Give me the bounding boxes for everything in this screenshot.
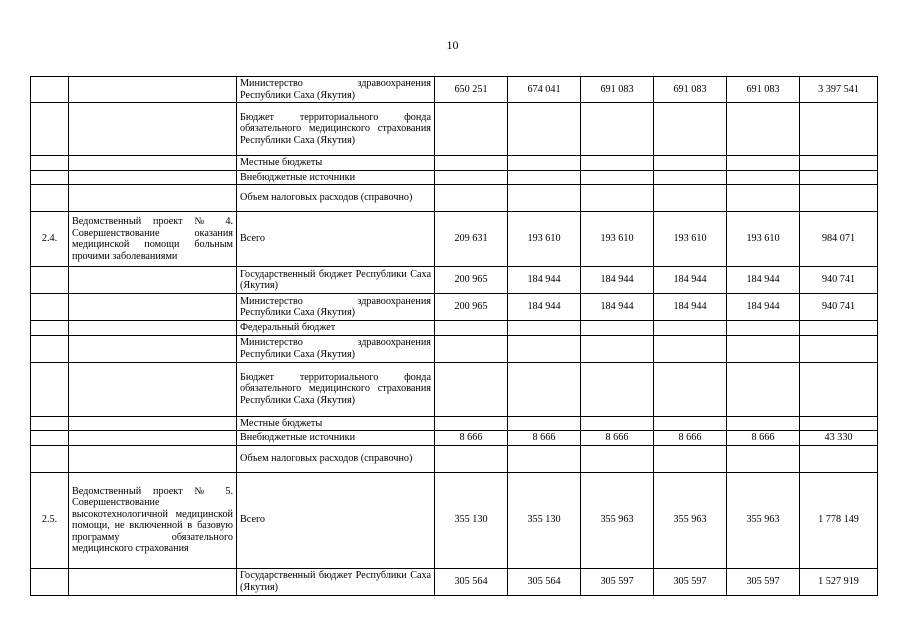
- total-cell: 1 527 919: [800, 568, 878, 595]
- project-name: [69, 321, 237, 336]
- row-number: [31, 294, 69, 321]
- total-cell: [800, 185, 878, 212]
- funding-source: Внебюджетные источники: [237, 170, 435, 185]
- budget-table: [30, 76, 878, 596]
- row-number: [31, 170, 69, 185]
- total-cell: [800, 362, 878, 416]
- year-value-cell: [727, 156, 800, 171]
- funding-source: Министерство здравоохранения Республики Саха (Якутия): [237, 294, 435, 321]
- year-value-cell: [435, 103, 508, 156]
- total-cell: [800, 156, 878, 171]
- year-value-cell: [727, 185, 800, 212]
- funding-source: Министерство здравоохранения Республики Саха (Якутия): [237, 77, 435, 103]
- year-value-cell: 305 564: [508, 568, 581, 595]
- total-cell: [800, 321, 878, 336]
- funding-source: Внебюджетные источники: [237, 431, 435, 446]
- year-value-cell: 184 944: [727, 267, 800, 294]
- year-value-cell: [508, 185, 581, 212]
- funding-source: Местные бюджеты: [237, 156, 435, 171]
- year-value-cell: 691 083: [654, 77, 727, 103]
- funding-source: Бюджет территориального фонда обязательного медицинского страхования Республики Саха (Якутия): [237, 362, 435, 416]
- year-value-cell: 355 963: [727, 472, 800, 568]
- year-value-cell: [508, 362, 581, 416]
- year-value-cell: [435, 156, 508, 171]
- project-name: [69, 431, 237, 446]
- year-value-cell: 193 610: [727, 212, 800, 267]
- total-cell: [800, 445, 878, 472]
- table-row: [31, 212, 878, 267]
- project-name: [69, 445, 237, 472]
- table-row: [31, 362, 878, 416]
- year-value-cell: 8 666: [435, 431, 508, 446]
- year-value-cell: 184 944: [654, 267, 727, 294]
- project-name: [69, 568, 237, 595]
- project-name: Ведомственный проект № 4. Совершенствование оказания медицинской помощи больным прочими заболеваниями: [69, 212, 237, 267]
- table-row: [31, 445, 878, 472]
- row-number: [31, 185, 69, 212]
- year-value-cell: 355 130: [435, 472, 508, 568]
- funding-source: Государственный бюджет Республики Саха (Якутия): [237, 267, 435, 294]
- row-number: [31, 362, 69, 416]
- year-value-cell: 8 666: [727, 431, 800, 446]
- year-value-cell: 184 944: [727, 294, 800, 321]
- year-value-cell: [581, 103, 654, 156]
- row-number: [31, 103, 69, 156]
- table-row: [31, 568, 878, 595]
- year-value-cell: [508, 321, 581, 336]
- year-value-cell: 200 965: [435, 267, 508, 294]
- project-name: [69, 416, 237, 431]
- row-number: [31, 416, 69, 431]
- year-value-cell: [654, 170, 727, 185]
- year-value-cell: [435, 362, 508, 416]
- project-name: [69, 267, 237, 294]
- funding-source: Бюджет территориального фонда обязательного медицинского страхования Республики Саха (Якутия): [237, 103, 435, 156]
- year-value-cell: 8 666: [508, 431, 581, 446]
- year-value-cell: [727, 321, 800, 336]
- year-value-cell: [727, 416, 800, 431]
- page-number: 10: [446, 38, 459, 52]
- year-value-cell: [727, 335, 800, 362]
- total-cell: [800, 416, 878, 431]
- year-value-cell: 209 631: [435, 212, 508, 267]
- year-value-cell: 8 666: [581, 431, 654, 446]
- year-value-cell: [654, 185, 727, 212]
- row-number: [31, 267, 69, 294]
- project-name: [69, 156, 237, 171]
- funding-source: Государственный бюджет Республики Саха (Якутия): [237, 568, 435, 595]
- total-cell: 43 330: [800, 431, 878, 446]
- year-value-cell: [581, 185, 654, 212]
- total-cell: 3 397 541: [800, 77, 878, 103]
- table-row: [31, 416, 878, 431]
- year-value-cell: 193 610: [654, 212, 727, 267]
- year-value-cell: [654, 103, 727, 156]
- year-value-cell: 184 944: [508, 294, 581, 321]
- table-row: [31, 267, 878, 294]
- row-number: [31, 156, 69, 171]
- table-row: [31, 431, 878, 446]
- table-row: [31, 294, 878, 321]
- row-number: [31, 445, 69, 472]
- row-number: 2.5.: [31, 472, 69, 568]
- year-value-cell: 184 944: [581, 267, 654, 294]
- funding-source: Федеральный бюджет: [237, 321, 435, 336]
- total-cell: [800, 103, 878, 156]
- table-row: [31, 321, 878, 336]
- row-number: 2.4.: [31, 212, 69, 267]
- table-row: [31, 170, 878, 185]
- table-row: [31, 77, 878, 103]
- project-name: [69, 170, 237, 185]
- funding-source: Объем налоговых расходов (справочно): [237, 185, 435, 212]
- year-value-cell: 674 041: [508, 77, 581, 103]
- total-cell: [800, 170, 878, 185]
- year-value-cell: 650 251: [435, 77, 508, 103]
- year-value-cell: [654, 362, 727, 416]
- year-value-cell: [654, 335, 727, 362]
- funding-source: Объем налоговых расходов (справочно): [237, 445, 435, 472]
- funding-source: Всего: [237, 472, 435, 568]
- table-row: [31, 156, 878, 171]
- total-cell: [800, 335, 878, 362]
- total-cell: 940 741: [800, 294, 878, 321]
- total-cell: 1 778 149: [800, 472, 878, 568]
- year-value-cell: [654, 416, 727, 431]
- year-value-cell: 355 963: [581, 472, 654, 568]
- project-name: [69, 362, 237, 416]
- year-value-cell: [508, 170, 581, 185]
- year-value-cell: 193 610: [508, 212, 581, 267]
- year-value-cell: [581, 416, 654, 431]
- year-value-cell: 355 130: [508, 472, 581, 568]
- row-number: [31, 431, 69, 446]
- year-value-cell: [581, 321, 654, 336]
- year-value-cell: [581, 156, 654, 171]
- year-value-cell: [435, 170, 508, 185]
- year-value-cell: 184 944: [654, 294, 727, 321]
- year-value-cell: 184 944: [508, 267, 581, 294]
- year-value-cell: [508, 156, 581, 171]
- project-name: [69, 294, 237, 321]
- project-name: Ведомственный проект № 5. Совершенствование высокотехнологичной медицинской помощи, не включенной в базовую программу обязательного медицинского страхования: [69, 472, 237, 568]
- year-value-cell: [435, 321, 508, 336]
- year-value-cell: 305 564: [435, 568, 508, 595]
- year-value-cell: [508, 416, 581, 431]
- year-value-cell: [581, 335, 654, 362]
- year-value-cell: [508, 335, 581, 362]
- year-value-cell: [581, 170, 654, 185]
- year-value-cell: 355 963: [654, 472, 727, 568]
- year-value-cell: [727, 362, 800, 416]
- total-cell: 940 741: [800, 267, 878, 294]
- year-value-cell: [654, 156, 727, 171]
- year-value-cell: 305 597: [581, 568, 654, 595]
- year-value-cell: 305 597: [727, 568, 800, 595]
- year-value-cell: [508, 445, 581, 472]
- table-body: [31, 77, 878, 596]
- year-value-cell: [727, 170, 800, 185]
- row-number: [31, 77, 69, 103]
- project-name: [69, 335, 237, 362]
- year-value-cell: [435, 445, 508, 472]
- year-value-cell: 193 610: [581, 212, 654, 267]
- year-value-cell: [508, 103, 581, 156]
- row-number: [31, 321, 69, 336]
- row-number: [31, 335, 69, 362]
- funding-source: Министерство здравоохранения Республики Саха (Якутия): [237, 335, 435, 362]
- year-value-cell: [727, 103, 800, 156]
- funding-source: Всего: [237, 212, 435, 267]
- year-value-cell: 8 666: [654, 431, 727, 446]
- year-value-cell: 200 965: [435, 294, 508, 321]
- table-row: [31, 472, 878, 568]
- table-row: [31, 335, 878, 362]
- total-cell: 984 071: [800, 212, 878, 267]
- year-value-cell: [654, 321, 727, 336]
- year-value-cell: [435, 416, 508, 431]
- table-row: [31, 185, 878, 212]
- row-number: [31, 568, 69, 595]
- year-value-cell: [727, 445, 800, 472]
- project-name: [69, 185, 237, 212]
- year-value-cell: [581, 445, 654, 472]
- year-value-cell: [581, 362, 654, 416]
- year-value-cell: 691 083: [727, 77, 800, 103]
- year-value-cell: 305 597: [654, 568, 727, 595]
- year-value-cell: [654, 445, 727, 472]
- year-value-cell: [435, 185, 508, 212]
- year-value-cell: [435, 335, 508, 362]
- year-value-cell: 184 944: [581, 294, 654, 321]
- project-name: [69, 103, 237, 156]
- table-row: [31, 103, 878, 156]
- funding-source: Местные бюджеты: [237, 416, 435, 431]
- project-name: [69, 77, 237, 103]
- year-value-cell: 691 083: [581, 77, 654, 103]
